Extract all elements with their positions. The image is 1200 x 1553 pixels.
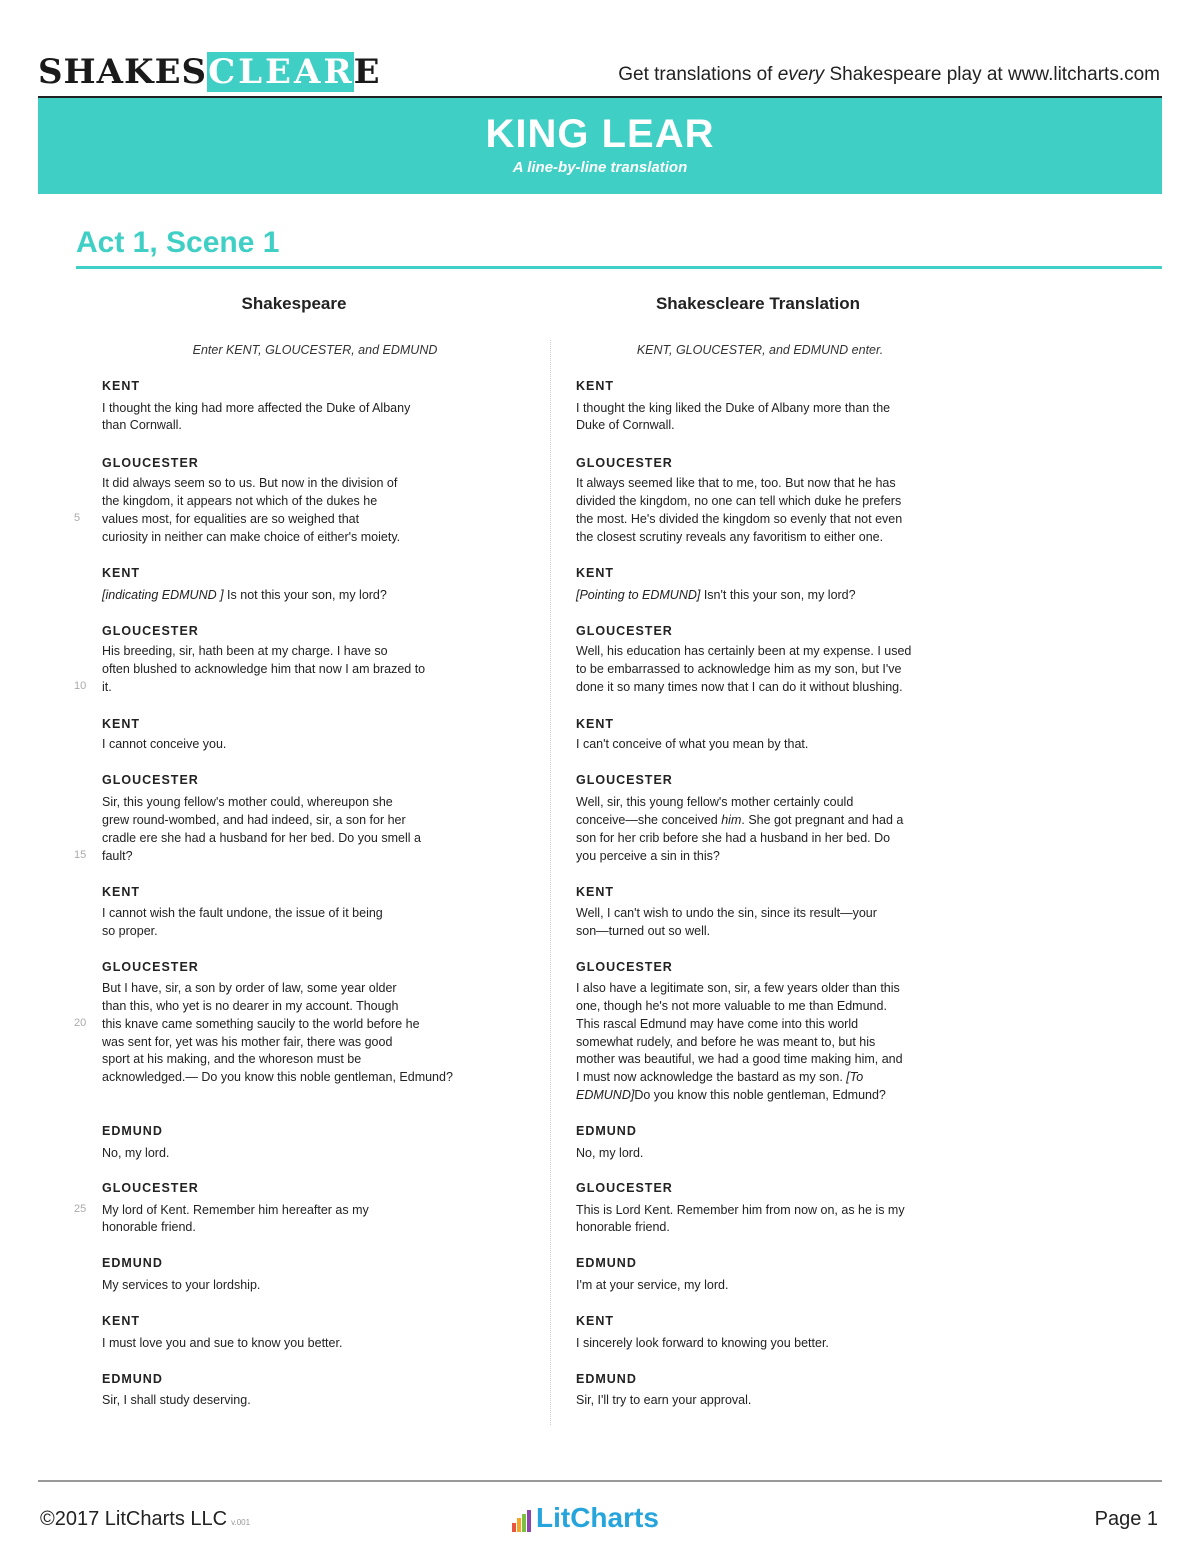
speaker-name: EDMUND — [102, 1372, 163, 1386]
logo-letter: E — [353, 52, 381, 92]
original-line — [102, 586, 387, 604]
original-line: was sent for, yet was his mother fair, there was good — [102, 1035, 393, 1049]
speaker-name: GLOUCESTER — [576, 1181, 673, 1195]
translation-line: done it so many times now that I can do it without blushing. — [576, 680, 903, 694]
speaker-name: KENT — [102, 379, 141, 393]
tagline-emphasis: every — [777, 64, 825, 85]
translation-line: I also have a legitimate son, sir, a few years older than this — [576, 981, 900, 995]
stage-direction-inline: [Pointing to EDMUND] — [576, 588, 701, 602]
line-text: . She got pregnant and had a — [741, 813, 904, 827]
bar-chart-icon — [512, 1510, 532, 1532]
line-number: 10 — [74, 680, 87, 692]
emphasis-text: him — [721, 813, 742, 827]
speaker-name: KENT — [576, 885, 615, 899]
original-line: cradle ere she had a husband for her bed. Do you smell a — [102, 831, 421, 845]
speaker-name: KENT — [576, 566, 615, 580]
translation-line: son for her crib before she had a husband in her bed. Do — [576, 831, 891, 845]
original-line: It did always seem so to us. But now in the division of — [102, 476, 398, 490]
speaker-name: EDMUND — [576, 1256, 637, 1270]
logo-letter: A — [293, 52, 322, 92]
speaker-name: KENT — [576, 379, 615, 393]
original-line: honorable friend. — [102, 1220, 196, 1234]
translation-line: No, my lord. — [576, 1146, 644, 1160]
line-number: 5 — [74, 512, 81, 524]
stage-direction-original: Enter KENT, GLOUCESTER, and EDMUND — [192, 343, 438, 357]
speaker-name: GLOUCESTER — [102, 624, 199, 638]
original-line: I cannot wish the fault undone, the issue of it being — [102, 906, 383, 920]
translation-line: Duke of Cornwall. — [576, 418, 675, 432]
translation-line: Well, sir, this young fellow's mother certainly could — [576, 795, 854, 809]
scene-title: Act 1, Scene 1 — [76, 226, 280, 259]
line-number: 25 — [74, 1203, 87, 1215]
stage-direction-translation: KENT, GLOUCESTER, and EDMUND enter. — [636, 343, 884, 357]
stage-direction-inline: [indicating EDMUND ] — [102, 588, 224, 602]
speaker-name: KENT — [102, 566, 141, 580]
original-line: sport at his making, and the whoreson must be — [102, 1052, 362, 1066]
speaker-name: EDMUND — [102, 1256, 163, 1270]
speaker-name: GLOUCESTER — [576, 624, 673, 638]
title-banner — [38, 98, 1162, 194]
litcharts-logo-text: LitCharts — [536, 1502, 659, 1533]
translation-line: the closest scrutiny reveals any favoritism to either one. — [576, 530, 884, 544]
speaker-name: GLOUCESTER — [102, 456, 199, 470]
page-number: Page 1 — [1094, 1508, 1158, 1530]
column-divider — [550, 340, 552, 1425]
logo-letter: E — [265, 52, 292, 92]
speaker-name: EDMUND — [576, 1124, 637, 1138]
stage-direction-inline: EDMUND] — [576, 1088, 635, 1102]
line-number: 15 — [74, 849, 87, 861]
play-title: KING LEAR — [485, 112, 715, 156]
original-line: the kingdom, it appears not which of the dukes he — [102, 494, 378, 508]
tagline-pre: Get translations of — [618, 64, 778, 85]
translation-line — [576, 1068, 863, 1086]
translation-line: Sir, I'll try to earn your approval. — [576, 1393, 752, 1407]
logo-shakes-text: SHAKES — [38, 52, 208, 92]
logo-cleare-text — [207, 52, 380, 92]
original-line: Sir, this young fellow's mother could, whereupon she — [102, 795, 393, 809]
speaker-name: KENT — [102, 885, 141, 899]
speaker-name: KENT — [102, 717, 141, 731]
stage-direction-inline: [To — [846, 1070, 864, 1084]
translation-line: I thought the king liked the Duke of Albany more than the — [576, 401, 891, 415]
original-line: fault? — [102, 849, 133, 863]
speaker-name: EDMUND — [102, 1124, 163, 1138]
translation-line: Well, his education has certainly been at my expense. I used — [576, 644, 912, 658]
litcharts-logo[interactable] — [512, 1500, 659, 1532]
translation-line: mother was beautiful, we had a good time making him, and — [576, 1052, 903, 1066]
translation-line — [576, 811, 903, 829]
translation-line: you perceive a sin in this? — [576, 849, 720, 863]
translation-line: divided the kingdom, no one can tell which duke he prefers — [576, 494, 902, 508]
speaker-name: GLOUCESTER — [102, 960, 199, 974]
speaker-name: GLOUCESTER — [576, 960, 673, 974]
line-text: I must now acknowledge the bastard as my son. — [576, 1070, 847, 1084]
original-line: this knave came something saucily to the world before he — [102, 1017, 420, 1031]
line-text: Is not this your son, my lord? — [223, 588, 387, 602]
translation-line: the most. He's divided the kingdom so evenly that not even — [576, 512, 903, 526]
original-line: than Cornwall. — [102, 418, 182, 432]
original-line: But I have, sir, a son by order of law, some year older — [102, 981, 397, 995]
translation-line: This rascal Edmund may have come into this world — [576, 1017, 859, 1031]
translation-line: This is Lord Kent. Remember him from now on, as he is my — [576, 1203, 905, 1217]
translation-line: to be embarrassed to acknowledge him as my son, but I've — [576, 662, 902, 676]
translation-line: It always seemed like that to me, too. But now that he has — [576, 476, 896, 490]
speaker-name: KENT — [576, 717, 615, 731]
copyright-text: ©2017 LitCharts LLC — [40, 1508, 228, 1530]
original-line: grew round-wombed, and had indeed, sir, a son for her — [102, 813, 406, 827]
translation-line: one, though he's not more valuable to me than Edmund. — [576, 999, 887, 1013]
footer-copyright — [40, 1508, 250, 1531]
header-tagline[interactable] — [618, 64, 1160, 86]
speaker-name: EDMUND — [576, 1372, 637, 1386]
original-line: than this, who yet is no dearer in my account. Though — [102, 999, 399, 1013]
original-line: it. — [102, 680, 112, 694]
footer-divider — [38, 1480, 1162, 1482]
original-line: His breeding, sir, hath been at my charge. I have so — [102, 644, 388, 658]
play-subtitle: A line-by-line translation — [512, 159, 688, 176]
original-line: so proper. — [102, 924, 158, 938]
translation-line: I sincerely look forward to knowing you better. — [576, 1336, 829, 1350]
translation-line: Well, I can't wish to undo the sin, since its result—your — [576, 906, 877, 920]
version-text: v.001 — [231, 1518, 251, 1527]
original-line: values most, for equalities are so weighed that — [102, 512, 360, 526]
shakescleare-logo[interactable] — [38, 52, 381, 92]
original-line: often blushed to acknowledge him that now I am brazed to — [102, 662, 426, 676]
line-number: 20 — [74, 1017, 87, 1029]
speaker-name: KENT — [576, 1314, 615, 1328]
line-text: Isn't this your son, my lord? — [700, 588, 856, 602]
speaker-name: GLOUCESTER — [102, 773, 199, 787]
translation-line: son—turned out so well. — [576, 924, 711, 938]
tagline-post: Shakespeare play at www.litcharts.com — [824, 64, 1160, 85]
original-line: Sir, I shall study deserving. — [102, 1393, 251, 1407]
original-line: My services to your lordship. — [102, 1278, 261, 1292]
scene-divider — [76, 266, 1162, 269]
translation-line: I can't conceive of what you mean by that. — [576, 737, 809, 751]
original-line: acknowledged.— Do you know this noble gentleman, Edmund? — [102, 1070, 453, 1084]
original-line: My lord of Kent. Remember him hereafter as my — [102, 1203, 369, 1217]
translation-line — [576, 1086, 886, 1104]
translation-line — [576, 586, 856, 604]
translation-line: I'm at your service, my lord. — [576, 1278, 729, 1292]
original-line: I cannot conceive you. — [102, 737, 227, 751]
line-text: Do you know this noble gentleman, Edmund? — [634, 1088, 886, 1102]
original-line: curiosity in neither can make choice of either's moiety. — [102, 530, 401, 544]
speaker-name: GLOUCESTER — [576, 773, 673, 787]
speaker-name: GLOUCESTER — [576, 456, 673, 470]
logo-letter: L — [238, 52, 264, 92]
original-line: I must love you and sue to know you better. — [102, 1336, 343, 1350]
speaker-name: GLOUCESTER — [102, 1181, 199, 1195]
logo-letter: R — [323, 52, 353, 92]
translation-line: somewhat rudely, and before he was meant to, but his — [576, 1035, 876, 1049]
line-text: conceive—she conceived — [576, 813, 722, 827]
speaker-name: KENT — [102, 1314, 141, 1328]
original-line: No, my lord. — [102, 1146, 170, 1160]
original-line: I thought the king had more affected the Duke of Albany — [102, 401, 411, 415]
logo-letter: C — [208, 52, 237, 92]
column-heading-translation: Shakescleare Translation — [655, 294, 861, 313]
translation-line: honorable friend. — [576, 1220, 670, 1234]
column-heading-shakespeare: Shakespeare — [241, 294, 347, 313]
